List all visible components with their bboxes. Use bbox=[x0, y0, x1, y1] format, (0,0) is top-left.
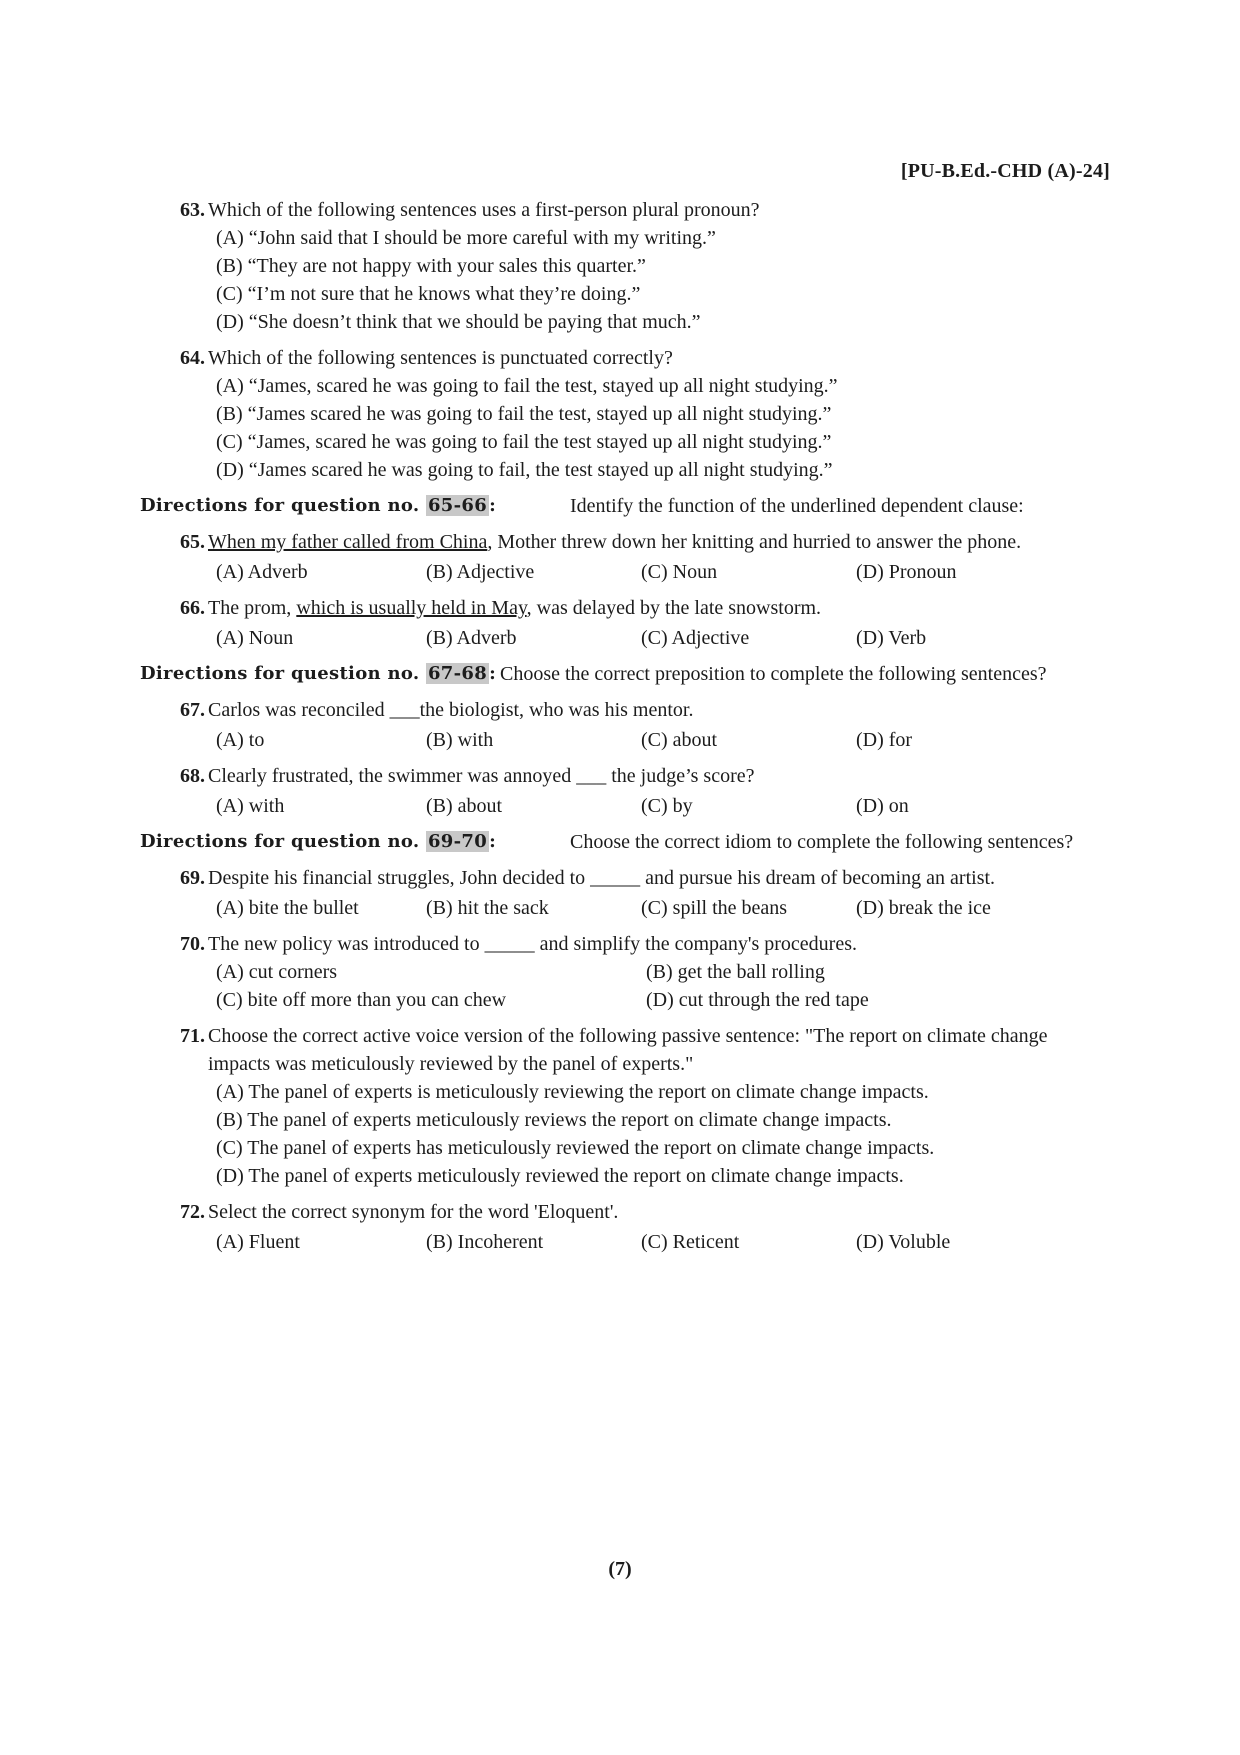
option-a: (A) cut corners bbox=[216, 961, 338, 983]
question-text: The new policy was introduced to _____ and simplify the company's procedures. bbox=[208, 933, 858, 955]
question-text: When my father called from China, Mother threw down her knitting and hurried to answer the phone. bbox=[208, 531, 1022, 553]
options-grid bbox=[216, 958, 1100, 1014]
directions-text: Choose the correct idiom to complete the following sentences? bbox=[570, 831, 1074, 853]
underlined-clause: When my father called from China bbox=[208, 531, 488, 553]
option-d: (D) Pronoun bbox=[856, 561, 957, 583]
option-c: (C) The panel of experts has meticulously reviewed the report on climate change impacts. bbox=[216, 1137, 935, 1159]
option-c: (C) by bbox=[641, 795, 693, 817]
option-c: (C) spill the beans bbox=[641, 897, 788, 919]
option-d: (D) “James scared he was going to fail, the test stayed up all night studying.” bbox=[216, 459, 833, 481]
question-71 bbox=[180, 1022, 1100, 1078]
options-row bbox=[216, 558, 1100, 586]
question-69 bbox=[180, 864, 1100, 892]
option-a: (A) Adverb bbox=[216, 561, 308, 583]
directions-65-66 bbox=[140, 492, 1100, 520]
directions-label: Directions for question no. 65-66 : bbox=[140, 495, 497, 516]
option-c: (C) bite off more than you can chew bbox=[216, 989, 507, 1011]
question-number: 72. bbox=[180, 1201, 205, 1223]
options-row bbox=[216, 1228, 1100, 1256]
question-number: 69. bbox=[180, 867, 205, 889]
question-number: 67. bbox=[180, 699, 205, 721]
option-d: (D) break the ice bbox=[856, 897, 991, 919]
question-number: 63. bbox=[180, 199, 205, 221]
question-list bbox=[140, 192, 1100, 1256]
question-text: Clearly frustrated, the swimmer was annoyed ___ the judge’s score? bbox=[208, 765, 755, 787]
question-text: The prom, which is usually held in May, was delayed by the late snowstorm. bbox=[208, 597, 822, 619]
question-66 bbox=[180, 594, 1100, 622]
options-row bbox=[216, 726, 1100, 754]
question-text: Choose the correct active voice version of the following passive sentence: "The report on climate change impacts was meticulously reviewed by the panel of experts." bbox=[208, 1025, 1048, 1075]
options-row bbox=[216, 792, 1100, 820]
option-c: (C) about bbox=[641, 729, 718, 751]
option-d: (D) for bbox=[856, 729, 913, 751]
option-a: (A) The panel of experts is meticulously reviewing the report on climate change impacts. bbox=[216, 1081, 929, 1103]
question-range: 67-68 bbox=[427, 663, 488, 684]
option-b: (B) The panel of experts meticulously reviews the report on climate change impacts. bbox=[216, 1109, 892, 1131]
question-67 bbox=[180, 696, 1100, 724]
directions-text: Identify the function of the underlined dependent clause: bbox=[570, 495, 1024, 517]
option-b: (B) hit the sack bbox=[426, 897, 549, 919]
question-number: 68. bbox=[180, 765, 205, 787]
option-b: (B) Incoherent bbox=[426, 1231, 544, 1253]
option-d: (D) cut through the red tape bbox=[646, 989, 869, 1011]
question-65 bbox=[180, 528, 1100, 556]
option-d: (D) The panel of experts meticulously reviewed the report on climate change impacts. bbox=[216, 1165, 904, 1187]
question-70 bbox=[180, 930, 1100, 958]
question-number: 70. bbox=[180, 933, 205, 955]
question-range: 65-66 bbox=[427, 495, 488, 516]
question-range: 69-70 bbox=[427, 831, 488, 852]
option-d: (D) Verb bbox=[856, 627, 927, 649]
option-b: (B) get the ball rolling bbox=[646, 961, 825, 983]
option-a: (A) bite the bullet bbox=[216, 897, 359, 919]
question-text: Despite his financial struggles, John decided to _____ and pursue his dream of becoming an artist. bbox=[208, 867, 996, 889]
option-d: (D) Voluble bbox=[856, 1231, 951, 1253]
question-number: 71. bbox=[180, 1025, 205, 1047]
question-text: Which of the following sentences uses a first-person plural pronoun? bbox=[208, 199, 760, 221]
option-a: (A) with bbox=[216, 795, 285, 817]
question-number: 66. bbox=[180, 597, 205, 619]
question-number: 64. bbox=[180, 347, 205, 369]
option-b: (B) “They are not happy with your sales this quarter.” bbox=[216, 255, 646, 277]
question-text: Which of the following sentences is punctuated correctly? bbox=[208, 347, 673, 369]
directions-67-68 bbox=[140, 660, 1100, 688]
option-d: (D) on bbox=[856, 795, 909, 817]
option-c: (C) Noun bbox=[641, 561, 718, 583]
question-72 bbox=[180, 1198, 1100, 1226]
directions-label: Directions for question no. 69-70 : bbox=[140, 831, 497, 852]
directions-text: Choose the correct preposition to complete the following sentences? bbox=[500, 663, 1047, 685]
option-a: (A) Fluent bbox=[216, 1231, 300, 1253]
option-b: (B) Adjective bbox=[426, 561, 535, 583]
option-c: (C) Adjective bbox=[641, 627, 750, 649]
option-c: (C) “James, scared he was going to fail the test stayed up all night studying.” bbox=[216, 431, 832, 453]
question-68 bbox=[180, 762, 1100, 790]
directions-69-70 bbox=[140, 828, 1100, 856]
option-c: (C) “I’m not sure that he knows what they’re doing.” bbox=[216, 283, 641, 305]
option-b: (B) with bbox=[426, 729, 494, 751]
options-row bbox=[216, 624, 1100, 652]
options-row bbox=[216, 894, 1100, 922]
option-b: (B) “James scared he was going to fail the test, stayed up all night studying.” bbox=[216, 403, 832, 425]
option-c: (C) Reticent bbox=[641, 1231, 740, 1253]
option-b: (B) about bbox=[426, 795, 503, 817]
underlined-clause: which is usually held in May bbox=[296, 597, 527, 619]
question-text: Select the correct synonym for the word 'Eloquent'. bbox=[208, 1201, 619, 1223]
option-a: (A) “James, scared he was going to fail the test, stayed up all night studying.” bbox=[216, 375, 838, 397]
option-a: (A) to bbox=[216, 729, 265, 751]
option-a: (A) “John said that I should be more careful with my writing.” bbox=[216, 227, 716, 249]
option-b: (B) Adverb bbox=[426, 627, 517, 649]
question-64 bbox=[180, 344, 1100, 372]
option-d: (D) “She doesn’t think that we should be paying that much.” bbox=[216, 311, 701, 333]
option-a: (A) Noun bbox=[216, 627, 294, 649]
question-63 bbox=[180, 196, 1100, 224]
question-number: 65. bbox=[180, 531, 205, 553]
directions-label: Directions for question no. 67-68 : bbox=[140, 663, 497, 684]
page-number: (7) bbox=[608, 1558, 632, 1580]
paper-code: [PU-B.Ed.-CHD (A)-24] bbox=[900, 160, 1110, 182]
question-text: Carlos was reconciled ___the biologist, who was his mentor. bbox=[208, 699, 694, 721]
